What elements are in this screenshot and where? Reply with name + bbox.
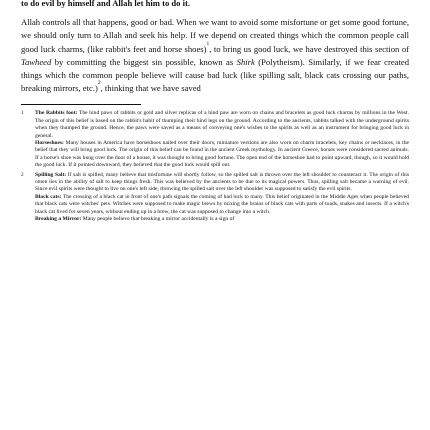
footnote-text: If salt is spilled, many believe that misfortune will shortly follow, so the spilled salt is thrown over the left shoulder to counteract it. The origin of this omen lies in the ability of salt to keep things fresh. This was believed by the ancients to be due to its magical powers. Thus, spilling salt became a warning of evil. Since evil spirits were thought to live on one's left side, throwing the spilled salt over the left shoulder was supposed to satisfy the evil spirits. xyxy=(35,171,409,193)
paragraph-text: Allah controls all that happens, good or bad. When we want to avoid some misfortune or get some good fortune, we should only turn to Allah and seek his help. If we depend on created things which the common people call good luck charms, (like rabbit's feet and horse shoes) xyxy=(21,17,409,54)
paragraph-text: by committing the biggest sin possible, known as xyxy=(51,56,237,67)
paragraph-text: (Polytheism). Similarly, if we fear created things which the common people believe will cause bad luck (like spilling salt, black cats crossing our paths, breaking mirrors, etc.) xyxy=(21,56,409,94)
footnote-2 xyxy=(21,172,409,224)
footnote-text: The crossing of a black cat in front of one's path signals the coming of bad luck to many. This belief originated in the Middle Ages when people believed that black cats were witches' pets. Witches were supposed to make magic brews by mixing the brains of black cats with parts of toads, snakes and insects. If a witch's black cat lived for seven years, without ending up in a brew, the cat was supposed to change into a witch. xyxy=(35,193,409,215)
footnote-number: 2 xyxy=(21,171,24,178)
term-shirk: Shirk xyxy=(236,56,255,67)
footnote-text: Many people believe that breaking a mirror accidentally is a sign of xyxy=(81,216,235,223)
footnote-entry xyxy=(35,194,409,216)
main-text xyxy=(21,0,409,95)
footnote-heading: Black cats: xyxy=(35,193,62,200)
footnote-text: The hind paws of rabbits or gold and silver replicas of a hind paw are worn on chains and bracelets as good luck charms by millions in the West. The origin of this belief is based on the rabbit's habit of thumping their hind legs on the ground. According to the ancients, rabbits talked with the underground spirits when they thumped the ground. Hence, the paws were saved as a means of conveying one's wishes to the spirits as well as an instrument for bringing good luck in general. xyxy=(35,110,409,139)
footnote-ref: 2 xyxy=(97,80,101,87)
footnote-entry xyxy=(35,172,409,194)
footnote-number: 1 xyxy=(21,110,24,117)
footnote-1 xyxy=(21,110,409,169)
continuation-line: to do evil by himself and Allah let him to do it. xyxy=(21,0,191,8)
footnotes xyxy=(21,110,409,223)
footnote-body xyxy=(35,172,409,224)
footnote-heading: Horseshoes: xyxy=(35,140,64,147)
body-paragraph xyxy=(21,16,409,95)
footnote-separator xyxy=(21,104,141,105)
footnote-entry xyxy=(35,140,409,170)
footnote-ref: 1 xyxy=(206,40,210,47)
footnote-body xyxy=(35,110,409,169)
footnote-heading: The Rabbits foot: xyxy=(35,110,78,117)
paragraph-text: , to bring us good luck, we have destroyed this section of xyxy=(209,43,409,54)
footnote-text: Many houses in America have horseshoes nailed over their doors, miniature versions are also worn on charm bracelets, key chains or necklaces, in the belief that they will bring good luck. The origin of this belief can be found in the ancient Greek mythology. In ancient Greece, horses were considered sacred animals. If a horse's shoe was hung over the door of a house, it was thought to bring good fortune. The open end of the horseshoe had to point upward, though, so it would hold the good luck. If it pointed downward, they believed that the good luck would spill out. xyxy=(35,140,409,169)
footnote-heading: Spilling Salt: xyxy=(35,171,67,178)
paragraph-text: , thinking that we have saved xyxy=(100,83,201,94)
footnote-heading: Breaking a Mirror: xyxy=(35,216,82,223)
footnote-entry xyxy=(35,110,409,140)
footnote-entry xyxy=(35,216,409,223)
term-tawheed: Tawheed xyxy=(21,56,52,67)
